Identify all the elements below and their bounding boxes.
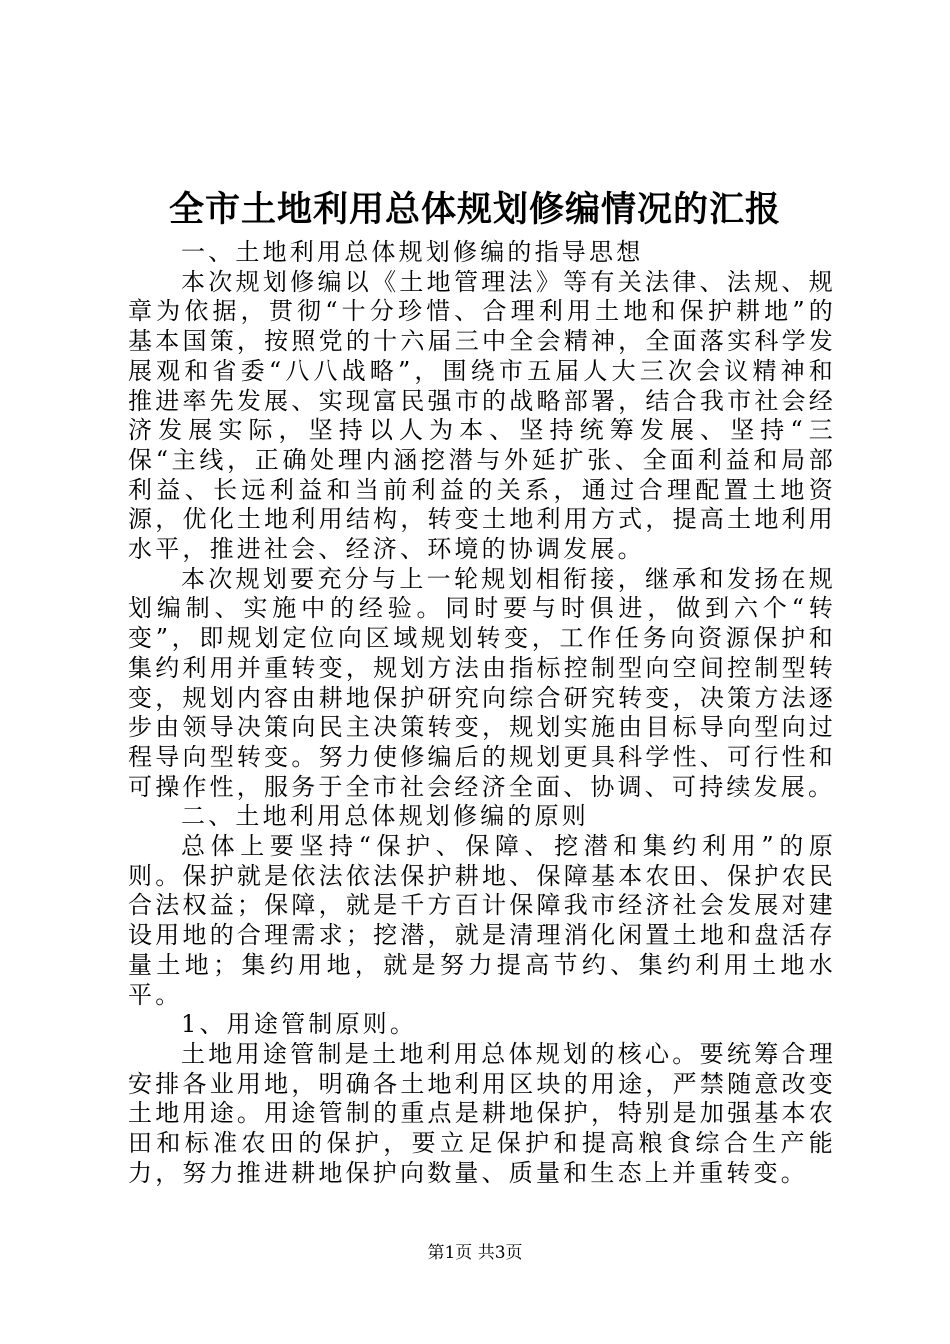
document-title: 全市土地利用总体规划修编情况的汇报 <box>168 189 781 230</box>
subsection-heading-1: 1、用途管制原则。 <box>181 1010 418 1039</box>
section-heading-1: 一、土地利用总体规划修编的指导思想 <box>181 238 644 266</box>
paragraph: 土地用途管制是土地利用总体规划的核心。要统筹合理安排各业用地，明确各土地利用区块的用途，严禁随意改变土地用途。用途管制的重点是耕地保护，特别是加强基本农田和标准农田的保护，要立足保护和提高粮食综合生产能力，努力推进耕地保护向数量、质量和生态上并重转变。 <box>128 1039 836 1187</box>
page-number-footer: 第1页 共3页 <box>427 1243 523 1263</box>
document-body <box>128 238 836 1189</box>
paragraph: 本次规划修编以《土地管理法》等有关法律、法规、规章为依据，贯彻“十分珍惜、合理利用土地和保护耕地”的基本国策，按照党的十六届三中全会精神，全面落实科学发展观和省委“八八战略”，围绕市五届人大三次会议精神和推进率先发展、实现富民强市的战略部署，结合我市社会经济发展实际，坚持以人为本、坚持统筹发展、坚持“三保“主线，正确处理内涵挖潜与外延扩张、全面利益和局部利益、长远利益和当前利益的关系，通过合理配置土地资源，优化土地利用结构，转变土地利用方式，提高土地利用水平，推进社会、经济、环境的协调发展。 <box>128 267 836 564</box>
section-heading-2: 二、土地利用总体规划修编的原则 <box>181 802 589 831</box>
paragraph: 总体上要坚持“保护、保障、挖潜和集约利用”的原则。保护就是依法依法保护耕地、保障基本农田、保护农民合法权益；保障，就是千方百计保障我市经济社会发展对建设用地的合理需求；挖潜，就是清理消化闲置土地和盘活存量土地；集约用地，就是努力提高节约、集约利用土地水平。 <box>128 832 836 1009</box>
paragraph: 本次规划要充分与上一轮规划相衔接，继承和发扬在规划编制、实施中的经验。同时要与时俱进，做到六个“转变”，即规划定位向区域规划转变，工作任务向资源保护和集约利用并重转变，规划方法由指标控制型向空间控制型转变，规划内容由耕地保护研究向综合研究转变，决策方法逐步由领导决策向民主决策转变，规划实施由目标导向型向过程导向型转变。努力使修编后的规划更具科学性、可行性和可操作性，服务于全市社会经济全面、协调、可持续发展。 <box>128 564 836 801</box>
